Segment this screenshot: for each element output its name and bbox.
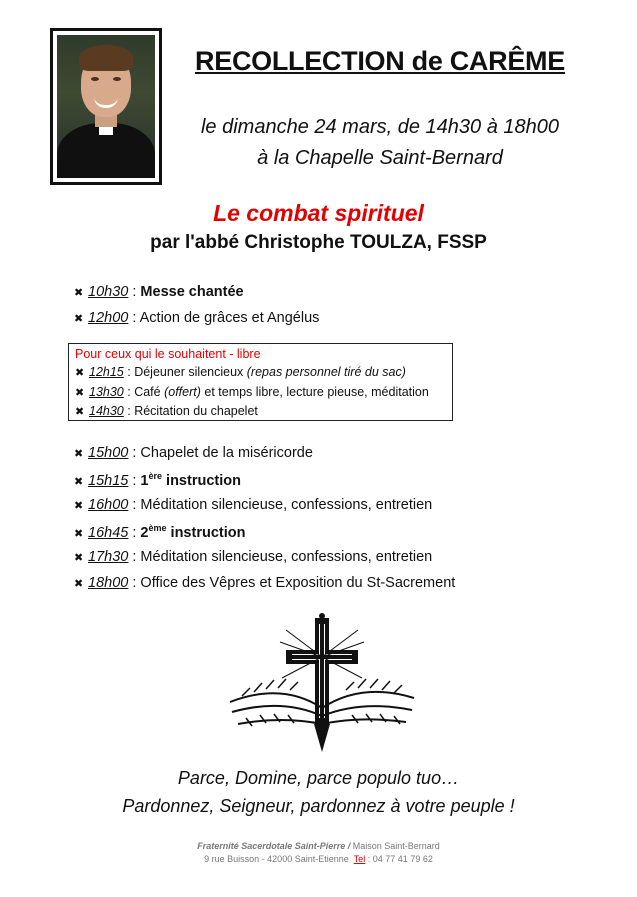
cross-base-stem [314, 724, 330, 752]
topic-title: Le combat spirituel [213, 200, 424, 226]
schedule-item: ✖ 15h15 : 1ère instruction [74, 471, 241, 489]
schedule-text: instruction [170, 524, 246, 541]
event-location-line: à la Chapelle Saint-Bernard [257, 147, 503, 169]
schedule-time: 18h00 [88, 575, 129, 591]
organization-name: Fraternité Sacerdotale Saint-Pierre / [197, 841, 351, 851]
schedule-item: ✖ 17h30 : Méditation silencieuse, confessions, entretien [74, 549, 433, 565]
tel-label: Tel [353, 854, 366, 864]
schedule-time: 15h15 [88, 472, 129, 489]
footer [0, 840, 637, 866]
bullet-cross-icon: ✖ [74, 578, 84, 590]
schedule-text: Messe chantée [140, 284, 244, 300]
schedule-item: ✖ 16h00 : Méditation silencieuse, confessions, entretien [74, 497, 433, 513]
hair [79, 45, 133, 71]
bullet-cross-icon: ✖ [75, 406, 85, 418]
schedule-time: 16h00 [88, 497, 129, 513]
latin-quote-line: Parce, Domine, parce populo tuo… [177, 768, 460, 788]
bullet-cross-icon: ✖ [75, 367, 85, 379]
schedule-time: 15h00 [88, 445, 129, 461]
optional-item: ✖ 13h30 : Café (offert) et temps libre, lecture pieuse, méditation [75, 384, 429, 399]
bullet-cross-icon: ✖ [74, 287, 84, 299]
bullet-cross-icon: ✖ [74, 475, 84, 488]
schedule-morning [74, 284, 319, 336]
schedule-item: ✖ 16h45 : 2ème instruction [74, 523, 246, 541]
schedule-item: ✖ 12h00 : Action de grâces et Angélus [74, 310, 320, 326]
schedule-time: 14h30 [89, 404, 124, 418]
schedule-time: 12h00 [88, 310, 129, 326]
optional-activities-box [68, 343, 453, 421]
footer-organization-line [0, 840, 637, 853]
bullet-cross-icon: ✖ [74, 448, 84, 460]
event-date-line: le dimanche 24 mars, de 14h30 à 18h00 [200, 116, 560, 138]
schedule-time: 17h30 [88, 549, 129, 565]
instruction-number: 2 [140, 524, 149, 541]
schedule-time: 16h45 [88, 524, 129, 541]
optional-heading: Pour ceux qui le souhaitent - libre [75, 347, 261, 361]
schedule-item: ✖ 15h00 : Chapelet de la miséricorde [74, 445, 313, 461]
french-translation-line: Pardonnez, Seigneur, pardonnez à votre peuple ! [122, 796, 515, 816]
schedule-text: Action de grâces et Angélus [139, 310, 320, 326]
schedule-text: Chapelet de la miséricorde [140, 445, 313, 461]
event-date-block [190, 112, 570, 174]
schedule-item: ✖ 18h00 : Office des Vêpres et Exposition du St-Sacrement [74, 575, 456, 591]
latin-quote-block [0, 764, 637, 820]
ordinal-suffix: ème [148, 523, 167, 533]
schedule-afternoon [74, 445, 455, 601]
right-eye [113, 77, 121, 81]
left-eye [91, 77, 99, 81]
ordinal-suffix: ère [148, 471, 163, 481]
bullet-cross-icon: ✖ [74, 552, 84, 564]
priest-portrait-photo [50, 28, 162, 185]
optional-text: Déjeuner silencieux [134, 365, 244, 379]
optional-text: Café [134, 384, 161, 399]
speaker-line: par l'abbé Christophe TOULZA, FSSP [150, 232, 487, 253]
cross-icon [286, 613, 358, 731]
cross-with-palms-ornament [222, 612, 422, 762]
optional-note: (offert) [164, 384, 201, 399]
optional-item: ✖ 14h30 : Récitation du chapelet [75, 404, 258, 418]
portrait-image [57, 35, 155, 178]
schedule-time: 10h30 [88, 284, 129, 300]
house-name: Maison Saint-Bernard [352, 841, 440, 851]
address: 9 rue Buisson - 42000 Saint-Etienne [204, 854, 349, 864]
phone-number: : 04 77 41 79 62 [367, 854, 433, 864]
optional-text: Récitation du chapelet [134, 404, 258, 418]
schedule-text: Méditation silencieuse, confessions, entretien [140, 549, 433, 565]
schedule-time: 12h15 [89, 365, 124, 379]
footer-address-line [0, 853, 637, 866]
bullet-cross-icon: ✖ [75, 386, 85, 399]
schedule-text: Office des Vêpres et Exposition du St-Sacrement [140, 575, 456, 591]
bullet-cross-icon: ✖ [74, 500, 84, 512]
optional-item: ✖ 12h15 : Déjeuner silencieux (repas personnel tiré du sac) [75, 365, 406, 379]
schedule-item: ✖ 10h30 : Messe chantée [74, 284, 244, 300]
page-title: RECOLLECTION de CARÊME [195, 46, 565, 76]
bullet-cross-icon: ✖ [74, 527, 84, 540]
optional-text-continued: et temps libre, lecture pieuse, méditation [204, 384, 429, 399]
schedule-text: instruction [166, 472, 241, 489]
schedule-text: Méditation silencieuse, confessions, entretien [140, 497, 433, 513]
instruction-number: 1 [140, 472, 149, 489]
optional-note: (repas personnel tiré du sac) [246, 365, 406, 379]
bullet-cross-icon: ✖ [74, 313, 84, 325]
schedule-time: 13h30 [89, 384, 124, 399]
